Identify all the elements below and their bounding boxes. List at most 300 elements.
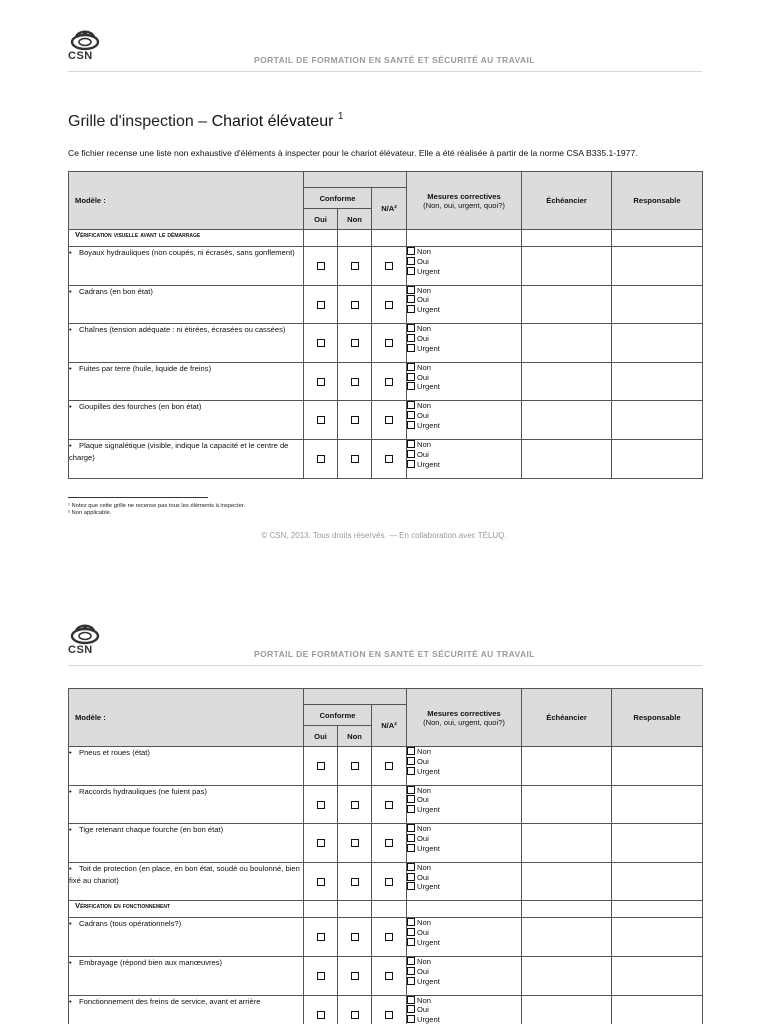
header-divider xyxy=(68,665,702,666)
cell-na xyxy=(372,918,407,957)
cell-responsable[interactable] xyxy=(612,824,703,863)
cell-non xyxy=(338,439,372,478)
checkbox-non[interactable] xyxy=(351,839,359,847)
cell-echeancier[interactable] xyxy=(522,785,612,824)
checkbox-oui[interactable] xyxy=(317,301,325,309)
cell-na xyxy=(372,324,407,363)
measure-option[interactable] xyxy=(407,996,521,1006)
measure-option-label: Urgent xyxy=(417,976,440,986)
checkbox-na[interactable] xyxy=(385,1011,393,1019)
checkbox-oui[interactable] xyxy=(317,262,325,270)
measure-option[interactable] xyxy=(407,440,521,450)
cell-echeancier[interactable] xyxy=(522,324,612,363)
item-label: Cadrans (tous opérationnels?) xyxy=(79,919,182,929)
logo-text: CSN xyxy=(68,50,93,62)
measure-checkbox[interactable] xyxy=(407,834,415,842)
measure-checkbox[interactable] xyxy=(407,795,415,803)
cell-non xyxy=(338,401,372,440)
measure-option-label: Non xyxy=(417,747,431,756)
cell-na xyxy=(372,747,407,786)
cell-echeancier[interactable] xyxy=(522,995,612,1024)
items-page2b xyxy=(69,918,703,1024)
measure-option[interactable] xyxy=(407,295,521,305)
header-mesures xyxy=(407,172,522,230)
measure-checkbox[interactable] xyxy=(407,334,415,342)
measure-option-label: Oui xyxy=(417,756,429,766)
checkbox-na[interactable] xyxy=(385,839,393,847)
bullet: • xyxy=(69,402,72,412)
csn-logo xyxy=(68,28,102,62)
measure-checkbox[interactable] xyxy=(407,1005,415,1013)
measure-checkbox[interactable] xyxy=(407,257,415,265)
measure-option-label: Oui xyxy=(417,928,429,938)
cell-responsable[interactable] xyxy=(612,956,703,995)
checkbox-na[interactable] xyxy=(385,455,393,463)
measure-option[interactable] xyxy=(407,767,521,777)
measure-option[interactable] xyxy=(407,382,521,392)
logo-text: CSN xyxy=(68,644,93,656)
measure-checkbox[interactable] xyxy=(407,824,415,832)
measure-checkbox[interactable] xyxy=(407,957,415,965)
measure-option-label: Non xyxy=(417,439,431,449)
cell-echeancier[interactable] xyxy=(522,862,612,901)
measure-option-label: Oui xyxy=(417,256,429,266)
cell-mesures xyxy=(407,362,522,401)
cell-echeancier[interactable] xyxy=(522,285,612,324)
table-row xyxy=(69,824,703,863)
item-label-cell xyxy=(69,824,304,863)
item-label-cell xyxy=(69,995,304,1024)
item-label-cell xyxy=(69,747,304,786)
cell-na xyxy=(372,247,407,286)
measure-option[interactable] xyxy=(407,324,521,334)
measure-option-label: Oui xyxy=(417,333,429,343)
measure-option-label: Non xyxy=(417,956,431,966)
measure-option[interactable] xyxy=(407,824,521,834)
cell-responsable[interactable] xyxy=(612,247,703,286)
cell-responsable[interactable] xyxy=(612,362,703,401)
checkbox-non[interactable] xyxy=(351,301,359,309)
table-row xyxy=(69,401,703,440)
header-mesures-sub: (Non, oui, urgent, quoi?) xyxy=(423,200,505,210)
table-row xyxy=(69,995,703,1024)
measure-option[interactable] xyxy=(407,938,521,948)
measure-checkbox[interactable] xyxy=(407,844,415,852)
item-label-cell xyxy=(69,785,304,824)
measure-checkbox[interactable] xyxy=(407,305,415,313)
measure-option-label: Urgent xyxy=(417,266,440,276)
measure-option-label: Oui xyxy=(417,295,429,305)
items-page2a xyxy=(69,747,703,901)
bullet: • xyxy=(69,440,72,450)
checkbox-na[interactable] xyxy=(385,762,393,770)
item-label: Pneus et roues (état) xyxy=(79,748,150,757)
cell-oui xyxy=(304,362,338,401)
measure-checkbox[interactable] xyxy=(407,382,415,390)
header-na: N/A² xyxy=(372,188,407,230)
measure-option-label: Urgent xyxy=(417,937,440,947)
cell-non xyxy=(338,285,372,324)
measure-option-label: Non xyxy=(417,785,431,795)
measure-option-label: Oui xyxy=(417,966,429,976)
checkbox-non[interactable] xyxy=(351,378,359,386)
measure-option[interactable] xyxy=(407,882,521,892)
csn-logo-icon xyxy=(68,28,102,52)
cell-responsable[interactable] xyxy=(612,918,703,957)
measure-option[interactable] xyxy=(407,967,521,977)
checkbox-oui[interactable] xyxy=(317,839,325,847)
item-label: Embrayage (répond bien aux manœuvres) xyxy=(79,957,223,967)
measure-option-label: Urgent xyxy=(417,805,440,815)
cell-echeancier[interactable] xyxy=(522,956,612,995)
table-row xyxy=(69,285,703,324)
cell-non xyxy=(338,747,372,786)
measure-checkbox[interactable] xyxy=(407,363,415,371)
cell-na xyxy=(372,285,407,324)
bullet: • xyxy=(69,786,72,796)
cell-na xyxy=(372,956,407,995)
measure-checkbox[interactable] xyxy=(407,324,415,332)
measure-checkbox[interactable] xyxy=(407,805,415,813)
header-oui: Oui xyxy=(304,726,338,747)
cell-oui xyxy=(304,862,338,901)
cell-mesures xyxy=(407,862,522,901)
page-2 xyxy=(0,600,768,1024)
cell-responsable[interactable] xyxy=(612,285,703,324)
measure-checkbox[interactable] xyxy=(407,747,415,755)
checkbox-non[interactable] xyxy=(351,455,359,463)
measure-checkbox[interactable] xyxy=(407,786,415,794)
item-label: Raccords hydrauliques (ne fuient pas) xyxy=(79,786,207,796)
checkbox-oui[interactable] xyxy=(317,378,325,386)
item-label-cell xyxy=(69,324,304,363)
cell-echeancier[interactable] xyxy=(522,439,612,478)
cell-oui xyxy=(304,324,338,363)
cell-responsable[interactable] xyxy=(612,324,703,363)
table-row xyxy=(69,439,703,478)
measure-checkbox[interactable] xyxy=(407,863,415,871)
measure-option-label: Non xyxy=(417,995,431,1005)
checkbox-non[interactable] xyxy=(351,933,359,941)
header-mesures-title: Mesures correctives xyxy=(427,191,501,201)
cell-mesures xyxy=(407,747,522,786)
measure-checkbox[interactable] xyxy=(407,411,415,419)
measure-checkbox[interactable] xyxy=(407,460,415,468)
item-label-cell xyxy=(69,956,304,995)
csn-logo-icon xyxy=(68,622,102,646)
cell-non xyxy=(338,862,372,901)
measure-option[interactable] xyxy=(407,257,521,267)
bullet: • xyxy=(69,957,72,967)
checkbox-oui[interactable] xyxy=(317,878,325,886)
checkbox-oui[interactable] xyxy=(317,762,325,770)
title-prefix: Grille d'inspection – xyxy=(68,113,212,130)
cell-echeancier[interactable] xyxy=(522,247,612,286)
header-non: Non xyxy=(338,209,372,230)
measure-option-label: Non xyxy=(417,285,431,295)
csn-logo xyxy=(68,622,102,656)
item-label-cell xyxy=(69,362,304,401)
cell-mesures xyxy=(407,956,522,995)
cell-oui xyxy=(304,824,338,863)
measure-option[interactable] xyxy=(407,1015,521,1024)
measure-option-label: Oui xyxy=(417,795,429,805)
measure-option-label: Urgent xyxy=(417,305,440,315)
checkbox-na[interactable] xyxy=(385,262,393,270)
table-row xyxy=(69,918,703,957)
footnote-divider xyxy=(68,497,208,498)
header-echeancier: Échéancier xyxy=(522,689,612,747)
measure-checkbox[interactable] xyxy=(407,767,415,775)
measure-checkbox[interactable] xyxy=(407,873,415,881)
cell-oui xyxy=(304,785,338,824)
header-model: Modèle : xyxy=(69,172,304,230)
checkbox-na[interactable] xyxy=(385,378,393,386)
header-blank xyxy=(304,689,407,705)
cell-oui xyxy=(304,285,338,324)
measure-option[interactable] xyxy=(407,267,521,277)
title-footnote-ref: 1 xyxy=(337,111,344,122)
bullet: • xyxy=(69,325,72,335)
checkbox-na[interactable] xyxy=(385,801,393,809)
inspection-table-1 xyxy=(68,171,703,479)
measure-checkbox[interactable] xyxy=(407,882,415,890)
measure-checkbox[interactable] xyxy=(407,247,415,255)
measure-option[interactable] xyxy=(407,363,521,373)
measure-option[interactable] xyxy=(407,795,521,805)
cell-mesures xyxy=(407,439,522,478)
measure-option-label: Oui xyxy=(417,833,429,843)
item-label: Chaînes (tension adéquate : ni étirées, écrasées ou cassées) xyxy=(79,325,286,335)
header-divider xyxy=(68,71,702,72)
item-label-cell xyxy=(69,247,304,286)
cell-mesures xyxy=(407,401,522,440)
measure-option-label: Non xyxy=(417,918,431,928)
header-mesures-sub: (Non, oui, urgent, quoi?) xyxy=(423,717,505,727)
checkbox-non[interactable] xyxy=(351,416,359,424)
cell-echeancier[interactable] xyxy=(522,824,612,863)
checkbox-non[interactable] xyxy=(351,762,359,770)
checkbox-na[interactable] xyxy=(385,878,393,886)
measure-option[interactable] xyxy=(407,411,521,421)
cell-na xyxy=(372,362,407,401)
section-label: Vérification visuelle avant le démarrage xyxy=(69,230,304,247)
measure-option-label: Urgent xyxy=(417,843,440,853)
measure-option[interactable] xyxy=(407,421,521,431)
measure-option[interactable] xyxy=(407,401,521,411)
measure-checkbox[interactable] xyxy=(407,401,415,409)
measure-checkbox[interactable] xyxy=(407,440,415,448)
cell-oui xyxy=(304,747,338,786)
measure-checkbox[interactable] xyxy=(407,977,415,985)
intro-text: Ce fichier recense une liste non exhaustive d'éléments à inspecter pour le chariot élévateur. Elle a été réalisée à partir de la norme CSA B335.1-1977. xyxy=(68,148,638,158)
checkbox-non[interactable] xyxy=(351,801,359,809)
measure-option-label: Non xyxy=(417,824,431,834)
checkbox-na[interactable] xyxy=(385,416,393,424)
checkbox-na[interactable] xyxy=(385,972,393,980)
measure-checkbox[interactable] xyxy=(407,450,415,458)
section-row xyxy=(69,230,703,247)
measure-option-label: Non xyxy=(417,862,431,872)
checkbox-oui[interactable] xyxy=(317,933,325,941)
cell-na xyxy=(372,995,407,1024)
cell-mesures xyxy=(407,285,522,324)
bullet: • xyxy=(69,248,72,257)
item-label: Boyaux hydrauliques (non coupés, ni écrasés, sans gonflement) xyxy=(79,248,295,257)
checkbox-oui[interactable] xyxy=(317,416,325,424)
cell-mesures xyxy=(407,785,522,824)
cell-mesures xyxy=(407,324,522,363)
measure-option[interactable] xyxy=(407,977,521,987)
checkbox-oui[interactable] xyxy=(317,1011,325,1019)
bullet: • xyxy=(69,863,72,873)
measure-option-label: Oui xyxy=(417,872,429,882)
measure-checkbox[interactable] xyxy=(407,938,415,946)
item-label-cell xyxy=(69,401,304,440)
item-label: Cadrans (en bon état) xyxy=(79,286,153,296)
cell-non xyxy=(338,324,372,363)
measure-checkbox[interactable] xyxy=(407,421,415,429)
measure-option[interactable] xyxy=(407,344,521,354)
measure-option[interactable] xyxy=(407,786,521,796)
measure-option[interactable] xyxy=(407,918,521,928)
measure-checkbox[interactable] xyxy=(407,373,415,381)
measure-option[interactable] xyxy=(407,805,521,815)
table-row xyxy=(69,324,703,363)
measure-option[interactable] xyxy=(407,286,521,296)
cell-responsable[interactable] xyxy=(612,439,703,478)
measure-option[interactable] xyxy=(407,460,521,470)
header-model: Modèle : xyxy=(69,689,304,747)
table-row xyxy=(69,247,703,286)
measure-option[interactable] xyxy=(407,334,521,344)
cell-mesures xyxy=(407,995,522,1024)
measure-option[interactable] xyxy=(407,928,521,938)
cell-non xyxy=(338,995,372,1024)
measure-option[interactable] xyxy=(407,957,521,967)
checkbox-non[interactable] xyxy=(351,878,359,886)
bullet: • xyxy=(69,996,72,1006)
measure-option[interactable] xyxy=(407,450,521,460)
cell-oui xyxy=(304,247,338,286)
measure-checkbox[interactable] xyxy=(407,967,415,975)
cell-na xyxy=(372,824,407,863)
measure-option-label: Urgent xyxy=(417,766,440,776)
checkbox-oui[interactable] xyxy=(317,455,325,463)
measure-checkbox[interactable] xyxy=(407,344,415,352)
section-label: Vérification en fonctionnement xyxy=(69,901,304,918)
cell-responsable[interactable] xyxy=(612,747,703,786)
measure-checkbox[interactable] xyxy=(407,286,415,294)
cell-responsable[interactable] xyxy=(612,995,703,1024)
measure-option[interactable] xyxy=(407,873,521,883)
measure-option-label: Urgent xyxy=(417,343,440,353)
measure-option[interactable] xyxy=(407,844,521,854)
checkbox-na[interactable] xyxy=(385,301,393,309)
measure-checkbox[interactable] xyxy=(407,267,415,275)
measure-option[interactable] xyxy=(407,834,521,844)
measure-checkbox[interactable] xyxy=(407,295,415,303)
cell-oui xyxy=(304,401,338,440)
cell-na xyxy=(372,401,407,440)
checkbox-non[interactable] xyxy=(351,972,359,980)
measure-option-label: Oui xyxy=(417,449,429,459)
checkbox-oui[interactable] xyxy=(317,972,325,980)
table-row xyxy=(69,862,703,901)
bullet: • xyxy=(69,363,72,373)
footnote-2: ² Non applicable. xyxy=(68,510,112,516)
cell-oui xyxy=(304,995,338,1024)
measure-checkbox[interactable] xyxy=(407,928,415,936)
cell-echeancier[interactable] xyxy=(522,401,612,440)
measure-checkbox[interactable] xyxy=(407,918,415,926)
measure-option[interactable] xyxy=(407,757,521,767)
measure-option[interactable] xyxy=(407,305,521,315)
measure-option-label: Urgent xyxy=(417,882,440,892)
checkbox-na[interactable] xyxy=(385,339,393,347)
measure-option-label: Non xyxy=(417,362,431,372)
bullet: • xyxy=(69,825,72,835)
footnote-1: ¹ Notez que cette grille ne recense pas tous les éléments à inspecter. xyxy=(68,503,246,509)
measure-checkbox[interactable] xyxy=(407,996,415,1004)
cell-responsable[interactable] xyxy=(612,785,703,824)
cell-responsable[interactable] xyxy=(612,401,703,440)
checkbox-non[interactable] xyxy=(351,339,359,347)
header-responsable: Responsable xyxy=(612,172,703,230)
table-row xyxy=(69,747,703,786)
cell-non xyxy=(338,785,372,824)
checkbox-oui[interactable] xyxy=(317,339,325,347)
cell-na xyxy=(372,439,407,478)
cell-responsable[interactable] xyxy=(612,862,703,901)
checkbox-non[interactable] xyxy=(351,262,359,270)
measure-option[interactable] xyxy=(407,1005,521,1015)
cell-echeancier[interactable] xyxy=(522,918,612,957)
bullet: • xyxy=(69,748,72,757)
bullet: • xyxy=(69,286,72,296)
cell-echeancier[interactable] xyxy=(522,747,612,786)
measure-checkbox[interactable] xyxy=(407,757,415,765)
measure-checkbox[interactable] xyxy=(407,1015,415,1023)
item-label-cell xyxy=(69,439,304,478)
measure-option[interactable] xyxy=(407,373,521,383)
table-row xyxy=(69,362,703,401)
cell-non xyxy=(338,956,372,995)
measure-option-label: Urgent xyxy=(417,459,440,469)
item-label: Plaque signalétique (visible, indique la capacité et le centre de charge) xyxy=(69,440,289,462)
document-title xyxy=(68,111,343,131)
header-mesures xyxy=(407,689,522,747)
cell-non xyxy=(338,362,372,401)
cell-echeancier[interactable] xyxy=(522,362,612,401)
checkbox-oui[interactable] xyxy=(317,801,325,809)
measure-option[interactable] xyxy=(407,247,521,257)
header-blank xyxy=(304,172,407,188)
bullet: • xyxy=(69,919,72,929)
checkbox-non[interactable] xyxy=(351,1011,359,1019)
measure-option[interactable] xyxy=(407,863,521,873)
item-label-cell xyxy=(69,918,304,957)
cell-non xyxy=(338,824,372,863)
cell-non xyxy=(338,247,372,286)
measure-option-label: Non xyxy=(417,324,431,334)
checkbox-na[interactable] xyxy=(385,933,393,941)
inspection-table-2 xyxy=(68,688,703,1024)
item-label: Tige retenant chaque fourche (en bon état) xyxy=(79,825,224,835)
measure-option[interactable] xyxy=(407,747,521,757)
header-conforme: Conforme xyxy=(304,705,372,726)
table-row xyxy=(69,956,703,995)
